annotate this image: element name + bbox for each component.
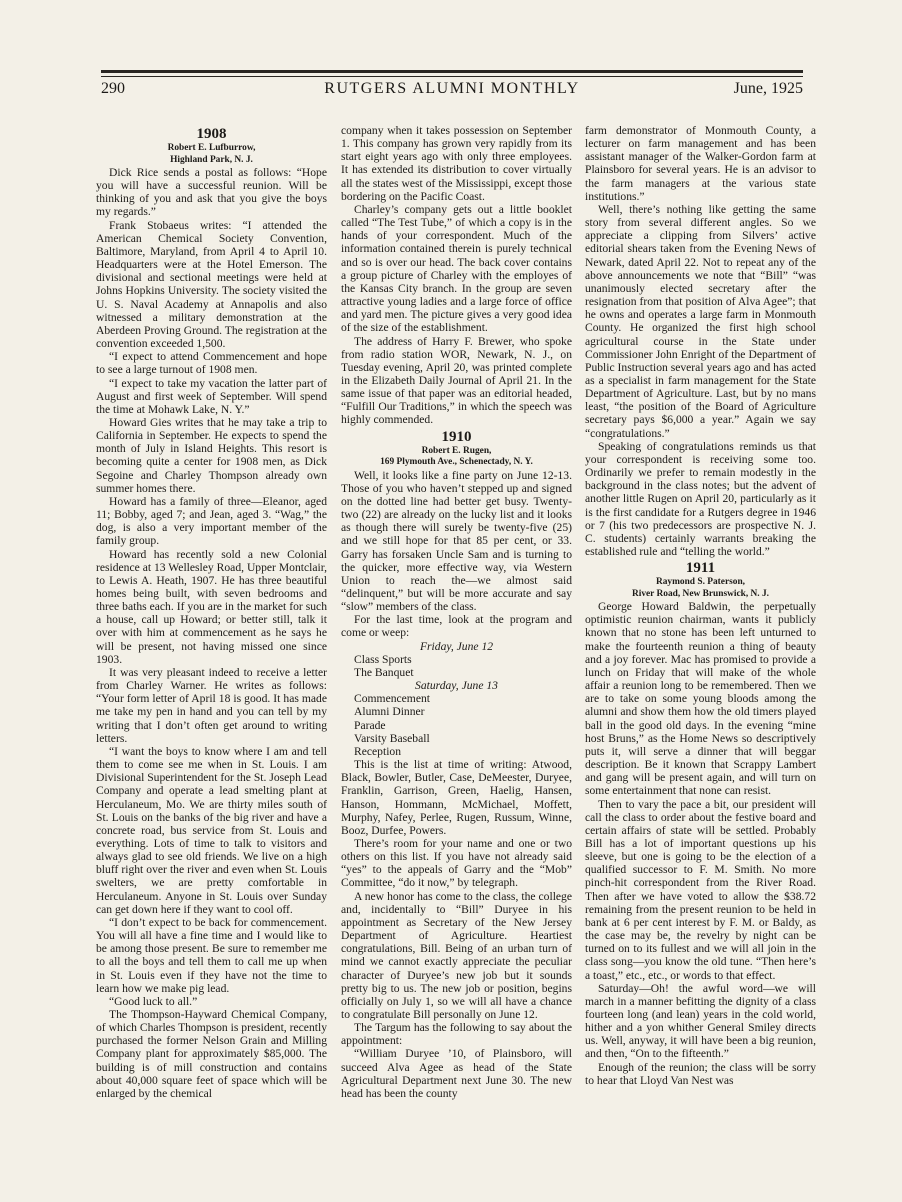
header-rule-thick — [101, 70, 803, 73]
column-3 — [585, 124, 816, 1087]
program-item: Parade — [354, 718, 386, 732]
paragraph: Enough of the reunion; the class will be sorry to hear that Lloyd Van Nest was — [585, 1060, 816, 1087]
paragraph: Well, it looks like a fine party on June 12-13. Those of you who haven’t stepped up and signed on the dotted line had better get busy. Twenty-two (22) are already on the lucky list and it looks as though there will surely be twenty-five (25) and we still hope for that 85 per cent, or 33. Garry has forsaken Uncle Sam and is turning to the quicker, more effective way, via Western Union to reach the—we almost said “delinquent,” but will be more accurate and say “slow” members of the class. — [341, 468, 572, 614]
class-secretary-name: Robert E. Rugen, — [421, 445, 492, 456]
class-secretary-address: 169 Plymouth Ave., Schenectady, N. Y. — [380, 457, 533, 468]
class-secretary-name: Raymond S. Paterson, — [655, 577, 746, 588]
paragraph: Then to vary the pace a bit, our president will call the class to order about the festive board and certain affairs of state will be settled. Probably Bill has a lot of important questions up his sleeve, but one is going to be the election of a qualified successor to F. M. Smith. No more pinch-hit correspondent from the River Road. Then after we have voted to allow the $38.72 remaining from the present reunion to be held in bank at 6 per cent interest by F. M. or Baldy, as the case may be, the revelry by night can be turned on to its fullest and we will all join in the class song—you know the old tune. “Then here’s a toast,” etc., etc., or words to that effect. — [585, 797, 816, 982]
paragraph: “I expect to take my vacation the latter part of August and first week of September. Will spend the time at Mohawk Lake, N. Y.” — [96, 376, 327, 416]
paragraph: Howard has recently sold a new Colonial residence at 13 Wellesley Road, Upper Montclair, to Lewis A. Heath, 1907. He has three beautiful homes being built, with seven bedrooms and three baths each. If you are in the market for such a house, call up Howard; or better still, talk it over with him at commencement as he says he will be present, not having missed one since 1903. — [96, 547, 327, 666]
program-item: Class Sports — [354, 652, 412, 666]
program-item: Reception — [354, 744, 402, 758]
paragraph: Frank Stobaeus writes: “I attended the American Chemical Society Convention, Baltimore, Maryland, from April 4 to April 10. Headquarters were at the Hotel Emerson. The divisional and sectional meetings were held at Johns Hopkins University. The society visited the U. S. Naval Academy at Annapolis and also witnessed a military demonstration at the Aberdeen Proving Ground. The registration at the convention exceeded 1,500. — [96, 218, 327, 351]
class-secretary-address: Highland Park, N. J. — [170, 154, 253, 165]
class-heading-1908: 1908 — [196, 126, 227, 142]
paragraph: A new honor has come to the class, the college and, incidentally to “Bill” Duryee in his appointment as Secretary of the New Jersey Department of Agriculture. Heartiest congratulations, Bill. Being of an urban turn of mind we cannot exactly appreciate the peculiar character of Duryee’s new job but it sounds pretty big to us. The new job or position, begins officially on July 1, so we will all have a chance to congratulate Bill personally on June 12. — [341, 889, 572, 1021]
paragraph: It was very pleasant indeed to receive a letter from Charley Warner. He writes as follows: “Your form letter of April 18 is good. It has made me take my pen in hand and you can tell by my writing that I don’t often get around to writing letters. — [96, 665, 327, 745]
paragraph: Howard has a family of three—Eleanor, aged 11; Bobby, aged 7; and Jean, aged 3. “Wag,” the dog, is also a very important member of the family group. — [96, 494, 327, 548]
paragraph: Speaking of congratulations reminds us that your correspondent is receiving some too. Ordinarily we prefer to remain modestly in the background in the class notes; but the advent of another little Rugen on April 20, particularly as it is the first candidate for a Rutgers degree in 1946 or 7 (his two predecessors are prospective N. J. C. students) certainly warrants breaking the established rule and “telling the world.” — [585, 439, 816, 558]
paragraph: Howard Gies writes that he may take a trip to California in September. He expects to spend the month of July in Island Heights. This resort is becoming quite a center for 1908 men, as Dick Segoine and Charley Thompson already own summer homes there. — [96, 415, 327, 495]
publication-title: RUTGERS ALUMNI MONTHLY — [324, 80, 580, 97]
paragraph: “I want the boys to know where I am and tell them to come see me when in St. Louis. I am Divisional Superintendent for the St. Joseph Lead Company and operate a lead smelting plant at Herculaneum, Mo. We are thirty miles south of St. Louis on the banks of the big river and have a concrete road, bus service from St. Louis and everything. Lots of time to talk to visitors and always glad to see old friends. We live on a high bluff right over the river and even when St. Louis swelters, we are pretty comfortable in Herculaneum. Anyone in St. Louis over Sunday can get down here if they want to cool off. — [96, 744, 327, 916]
class-heading-1911: 1911 — [685, 560, 716, 577]
program-item: Commencement — [354, 692, 430, 706]
paragraph: Saturday—Oh! the awful word—we will march in a manner befitting the dignity of a class fourteen long (and lean) years in the cold world, hither and a yon whither General Smiley directs us. Well, anyway, it will have been a big reunion, and then, “On to the fifteenth.” — [585, 981, 816, 1061]
program-item: Varsity Baseball — [354, 731, 430, 745]
column-2 — [341, 124, 572, 1100]
page-number: 290 — [101, 80, 125, 97]
program-day-friday: Friday, June 12 — [419, 639, 494, 653]
paragraph: The Targum has the following to say about the appointment: — [341, 1021, 572, 1048]
column-1 — [96, 124, 327, 1100]
page-header — [101, 80, 803, 104]
paragraph: “I expect to attend Commencement and hope to see a large turnout of 1908 men. — [96, 350, 327, 377]
program-item: Alumni Dinner — [354, 705, 425, 719]
class-secretary-name: Robert E. Lufburrow, — [167, 143, 256, 153]
paragraph: The Thompson-Hayward Chemical Company, of which Charles Thompson is president, recently purchased the former Nelson Grain and Milling Company plant for approximately $85,000. The building is of mill construction and contains about 40,000 square feet of space which will be enlarged by the chemical — [96, 1008, 327, 1100]
issue-date: June, 1925 — [733, 80, 803, 97]
paragraph: “William Duryee ’10, of Plainsboro, will succeed Alva Agee as head of the State Agricultural Department next June 30. The new head has been the county — [341, 1047, 572, 1100]
paragraph: The address of Harry F. Brewer, who spoke from radio station WOR, Newark, N. J., on Tuesday evening, April 20, was printed complete in the Elizabeth Daily Journal of April 21. In the same issue of that paper was an editorial headed, “Fulfill Our Traditions,” in which the speech was highly commended. — [341, 334, 572, 427]
program-day-saturday: Saturday, June 13 — [415, 679, 498, 693]
paragraph: This is the list at time of writing: Atwood, Black, Bowler, Butler, Case, DeMeester, Duryee, Franklin, Garrison, Green, Haelig, Hansen, Hanson, Hommann, McMichael, Moffett, Murphy, Nafey, Perlee, Rugen, Russum, Winne, Booz, Durfee, Powers. — [341, 758, 572, 837]
paragraph-continued: company when it takes possession on September 1. This company has grown very rapidly from its start eight years ago with only three employees. It has extended its distribution to cover virtually all the states west of the Mississippi, except those bordering on the Pacific Coast. — [341, 124, 572, 203]
header-rule-thin — [101, 76, 803, 77]
paragraph: There’s room for your name and one or two others on this list. If you have not already said “yes” to the appeals of Garry and the “Mob” Committee, “do it now,” by telegraph. — [341, 836, 572, 890]
paragraph-continued: farm demonstrator of Monmouth County, a lecturer on farm management and has been assistant manager of the Walker-Gordon farm at Plainsboro for several years. He is an advisor to the farm managers at the various state institutions.” — [585, 124, 816, 203]
paragraph: “Good luck to all.” — [109, 994, 198, 1008]
paragraph: Well, there’s nothing like getting the same story from several different angles. So we appreciate a clipping from Silvers’ active editorial shears taken from the Evening News of Newark, dated April 22. Not to repeat any of the above announcements we note that “Bill” “was unanimously elected secretary after the resignation from that position of Alva Agee”; that he owns and operates a large farm in Monmouth County. He organized the first high school agricultural course in the State under Commissioner John Enright of the Department of Public Instruction several years ago and has acted as a specialist in farm management for the State Department of Agriculture. Last, but by no mans least, “the position of the Board of Agriculture secretary pays $6,000 a year.” Again we say “congratulations.” — [585, 202, 816, 440]
class-heading-1910: 1910 — [441, 428, 472, 445]
paragraph: George Howard Baldwin, the perpetually optimistic reunion chairman, wants it publicly known that no stone has been left unturned to make the fourteenth reunion a thing of beauty and a joy forever. Mac has promised to provide a lunch on Friday that will make of the whole affair a reunion long to be remembered. Then we are to take on some young bloods among the alumni and show them how the old timers played ball in the good old days. In the evening “mine host Bruns,” as the Home News so descriptively puts it, will serve a dinner that will beggar description. Be it known that Scrappy Lambert and gang will be present again, and will turn on some entertainment that none can resist. — [585, 600, 816, 798]
class-secretary-address: River Road, New Brunswick, N. J. — [631, 588, 770, 599]
paragraph: Dick Rice sends a postal as follows: “Hope you will have a successful reunion. Will be thinking of you and ask that you give the boys my regards.” — [96, 166, 327, 219]
program-item: The Banquet — [354, 665, 414, 679]
paragraph: For the last time, look at the program and come or weep: — [341, 613, 572, 640]
paragraph: “I don’t expect to be back for commencement. You will all have a fine time and I would like to be among those present. Be sure to remember me to all the boys and tell them to call me up when in St. Louis even if they have not the time to learn how we make pig lead. — [96, 915, 327, 995]
paragraph: Charley’s company gets out a little booklet called “The Test Tube,” of which a copy is in the hands of your correspondent. Much of the information contained therein is purely technical and so is over our head. The back cover contains a group picture of Charley with the employes of the Kansas City branch. In the group are seven attractive young ladies and a large force of office and yard men. The picture gives a very good idea of the size of the establishment. — [341, 202, 572, 335]
